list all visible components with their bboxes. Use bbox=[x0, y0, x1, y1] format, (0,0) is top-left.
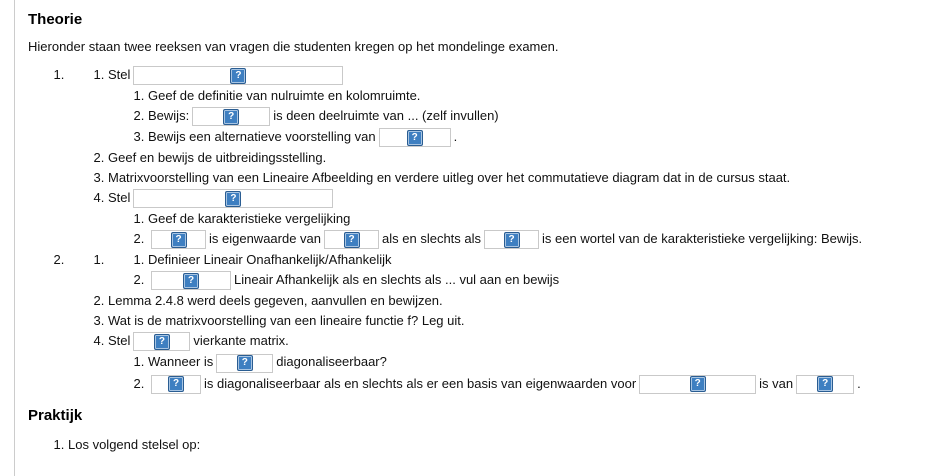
question-1-3 bbox=[108, 169, 910, 187]
question-text: Stel bbox=[108, 333, 131, 349]
series-2 bbox=[68, 251, 910, 393]
question-text: als en slechts als bbox=[382, 231, 482, 247]
section-heading-theorie: Theorie bbox=[28, 11, 83, 28]
missing-image-placeholder bbox=[192, 107, 270, 126]
question-2-1-subquestions bbox=[108, 251, 910, 290]
question-text: Lemma 2.4.8 werd deels gegeven, aanvullen en bewijzen. bbox=[108, 293, 443, 309]
question-2-4-1 bbox=[148, 353, 910, 372]
missing-image-placeholder bbox=[324, 230, 379, 249]
missing-image-placeholder bbox=[133, 66, 343, 85]
question-text: vierkante matrix. bbox=[193, 333, 289, 349]
broken-image-icon: ? bbox=[690, 376, 706, 392]
missing-image-placeholder bbox=[379, 128, 451, 147]
series-2-questions bbox=[68, 251, 910, 393]
question-1-4 bbox=[108, 189, 910, 249]
question-1-4-subquestions bbox=[108, 210, 910, 249]
section-heading-praktijk: Praktijk bbox=[28, 406, 83, 424]
question-2-4 bbox=[108, 332, 910, 393]
question-1-4-1 bbox=[148, 210, 910, 228]
question-text: is eigenwaarde van bbox=[209, 231, 322, 247]
question-text: Geef de definitie van nulruimte en kolomruimte. bbox=[148, 88, 421, 104]
question-text: diagonaliseerbaar? bbox=[276, 354, 387, 370]
question-text: . bbox=[857, 375, 861, 391]
intro-text: Hieronder staan twee reeksen van vragen die studenten kregen op het mondelinge examen. bbox=[28, 39, 559, 54]
question-1-1-1 bbox=[148, 87, 910, 105]
broken-image-icon: ? bbox=[230, 68, 246, 84]
question-text: is een wortel van de karakteristieke vergelijking: Bewijs. bbox=[542, 231, 863, 247]
broken-image-icon: ? bbox=[407, 130, 423, 146]
broken-image-icon: ? bbox=[225, 191, 241, 207]
broken-image-icon: 2. ? bbox=[183, 273, 199, 289]
question-text: is diagonaliseerbaar als en slechts als er een basis van eigenwaarden voor bbox=[204, 375, 637, 391]
question-1-1 bbox=[108, 66, 910, 147]
question-text: Stel bbox=[108, 190, 131, 206]
missing-image-placeholder bbox=[216, 354, 273, 373]
question-text: Definieer Lineair Onafhankelijk/Afhankelijk bbox=[148, 252, 392, 268]
broken-image-icon: ? bbox=[504, 232, 520, 248]
question-text: Wanneer is bbox=[148, 354, 214, 370]
exam-series-list bbox=[28, 66, 910, 394]
series-1 bbox=[68, 66, 910, 249]
missing-image-placeholder bbox=[151, 375, 201, 394]
question-text: Geef de karakteristieke vergelijking bbox=[148, 211, 351, 227]
question-2-2 bbox=[108, 292, 910, 310]
question-1-1-3 bbox=[148, 128, 910, 147]
question-2-4-2 bbox=[148, 375, 910, 394]
broken-image-icon: ? bbox=[237, 355, 253, 371]
content-area bbox=[14, 0, 930, 476]
question-1-2 bbox=[108, 149, 910, 167]
missing-image-placeholder bbox=[151, 230, 206, 249]
question-text: is van bbox=[759, 375, 794, 391]
missing-image-placeholder bbox=[484, 230, 539, 249]
missing-image-placeholder bbox=[133, 189, 333, 208]
question-1-1-subquestions bbox=[108, 87, 910, 147]
question-text: Los volgend stelsel op: bbox=[68, 436, 201, 452]
question-text: Lineair Afhankelijk als en slechts als ... vul aan en bewijs bbox=[234, 272, 560, 288]
question-text: Matrixvoorstelling van een Lineaire Afbeelding en verdere uitleg over het commutatieve diagram dat in de cursus staat. bbox=[108, 170, 791, 186]
question-1-4-2 bbox=[148, 230, 910, 249]
question-text: Bewijs: bbox=[148, 108, 190, 124]
question-text: Bewijs een alternatieve voorstelling van bbox=[148, 129, 376, 145]
question-text: is deen deelruimte van ... (zelf invullen) bbox=[273, 108, 499, 124]
broken-image-icon: ? bbox=[223, 109, 239, 125]
broken-image-icon: 2. ? bbox=[168, 376, 184, 392]
broken-image-icon: ? bbox=[817, 376, 833, 392]
praktijk-list bbox=[28, 436, 910, 454]
missing-image-placeholder bbox=[639, 375, 756, 394]
question-text: Geef en bewijs de uitbreidingsstelling. bbox=[108, 150, 327, 166]
broken-image-icon: ? bbox=[344, 232, 360, 248]
question-2-1 bbox=[108, 251, 910, 290]
broken-image-icon: ? bbox=[154, 334, 170, 350]
question-2-1-2 bbox=[148, 271, 910, 290]
series-1-questions bbox=[68, 66, 910, 249]
missing-image-placeholder bbox=[151, 271, 231, 290]
question-2-3 bbox=[108, 312, 910, 330]
broken-image-icon: 2. ? bbox=[171, 232, 187, 248]
question-2-4-subquestions bbox=[108, 353, 910, 393]
question-text: Wat is de matrixvoorstelling van een lineaire functie f? Leg uit. bbox=[108, 313, 465, 329]
question-text: Stel bbox=[108, 67, 131, 82]
question-1-1-2 bbox=[148, 107, 910, 126]
praktijk-item-1 bbox=[68, 436, 910, 454]
question-text: . bbox=[453, 129, 458, 145]
question-2-1-1 bbox=[148, 251, 910, 269]
missing-image-placeholder bbox=[796, 375, 854, 394]
missing-image-placeholder bbox=[133, 332, 190, 351]
